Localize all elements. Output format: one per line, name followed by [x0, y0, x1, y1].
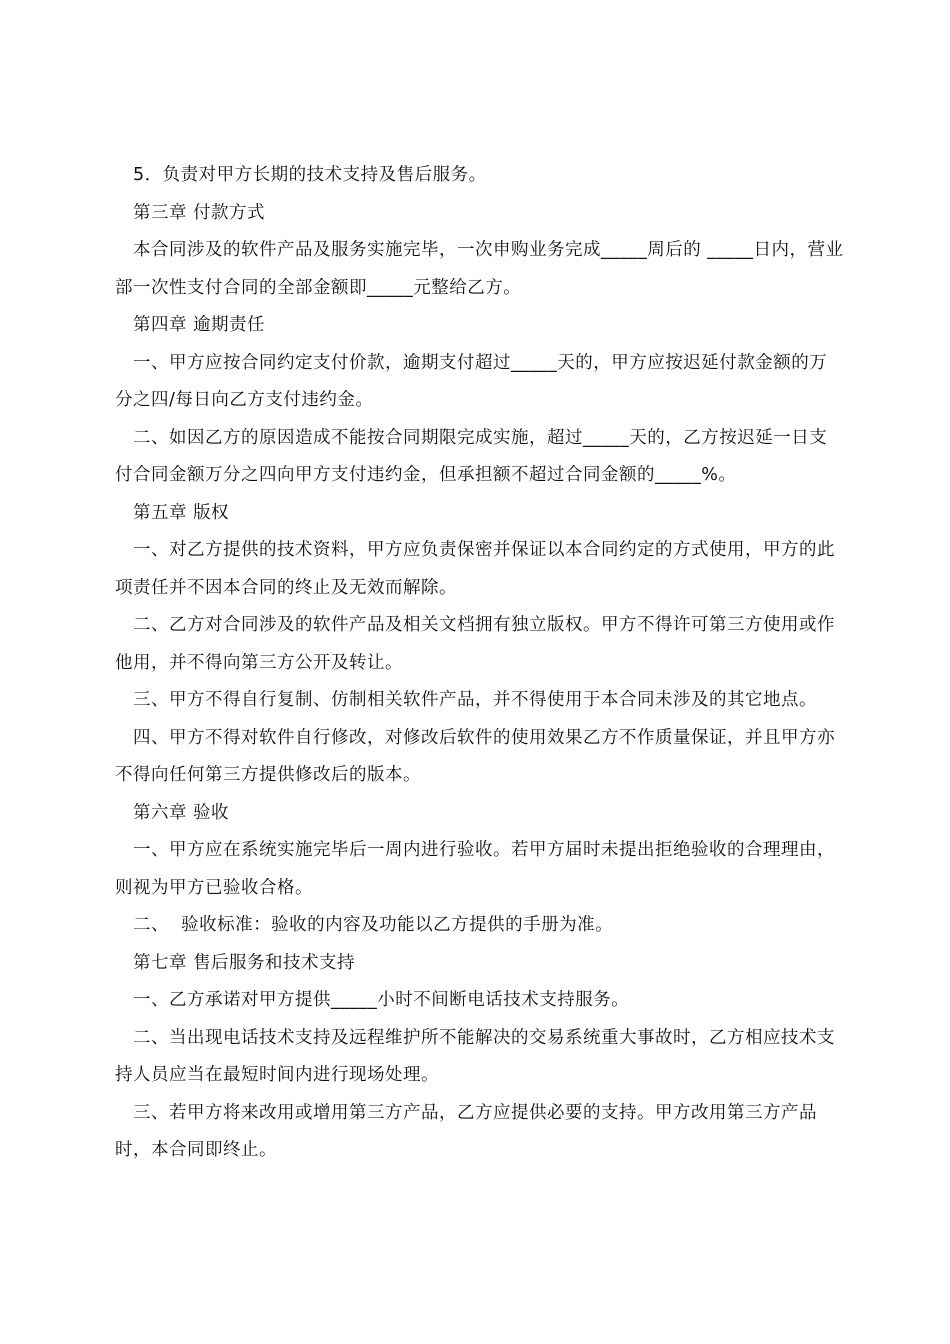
paragraph: 三、若甲方将来改用或增用第三方产品，乙方应提供必要的支持。甲方改用第三方产品时，本合同即终止。 — [115, 1102, 817, 1160]
paragraph: 本合同涉及的软件产品及服务实施完毕，一次申购业务完成_____周后的 _____日内，营业部一次性支付合同的全部金额即_____元整给乙方。 — [115, 240, 844, 298]
paragraph: 二、当出现电话技术支持及远程维护所不能解决的交易系统重大事故时，乙方相应技术支持人员应当在最短时间内进行现场处理。 — [115, 1027, 835, 1085]
paragraph: 二、如因乙方的原因造成不能按合同期限完成实施，超过_____天的，乙方按迟延一日支付合同金额万分之四向甲方支付违约金，但承担额不超过合同金额的_____%。 — [115, 427, 828, 485]
paragraph: 二、乙方对合同涉及的软件产品及相关文档拥有独立版权。甲方不得许可第三方使用或作他用，并不得向第三方公开及转让。 — [115, 615, 835, 673]
chapter-heading: 第七章 售后服务和技术支持 — [133, 952, 356, 973]
paragraph: 一、对乙方提供的技术资料，甲方应负责保密并保证以本合同约定的方式使用，甲方的此项责任并不因本合同的终止及无效而解除。 — [115, 540, 835, 598]
list-item: 5．负责对甲方长期的技术支持及售后服务。 — [133, 165, 487, 185]
paragraph: 一、甲方应在系统实施完毕后一周内进行验收。若甲方届时未提出拒绝验收的合理理由，则视为甲方已验收合格。 — [115, 840, 835, 898]
paragraph: 四、甲方不得对软件自行修改，对修改后软件的使用效果乙方不作质量保证，并且甲方亦不得向任何第三方提供修改后的版本。 — [115, 727, 835, 785]
chapter-heading: 第六章 验收 — [133, 802, 230, 823]
paragraph: 三、甲方不得自行复制、仿制相关软件产品，并不得使用于本合同未涉及的其它地点。 — [133, 690, 817, 710]
chapter-heading: 第三章 付款方式 — [133, 202, 266, 223]
paragraph: 一、甲方应按合同约定支付价款，逾期支付超过_____天的，甲方应按迟延付款金额的万分之四/每日向乙方支付违约金。 — [115, 352, 828, 410]
paragraph: 一、乙方承诺对甲方提供_____小时不间断电话技术支持服务。 — [133, 990, 630, 1010]
chapter-heading: 第四章 逾期责任 — [133, 315, 266, 335]
chapter-heading: 第五章 版权 — [133, 502, 230, 523]
paragraph: 二、 验收标准：验收的内容及功能以乙方提供的手册为准。 — [133, 915, 614, 935]
document-page — [115, 157, 845, 1170]
